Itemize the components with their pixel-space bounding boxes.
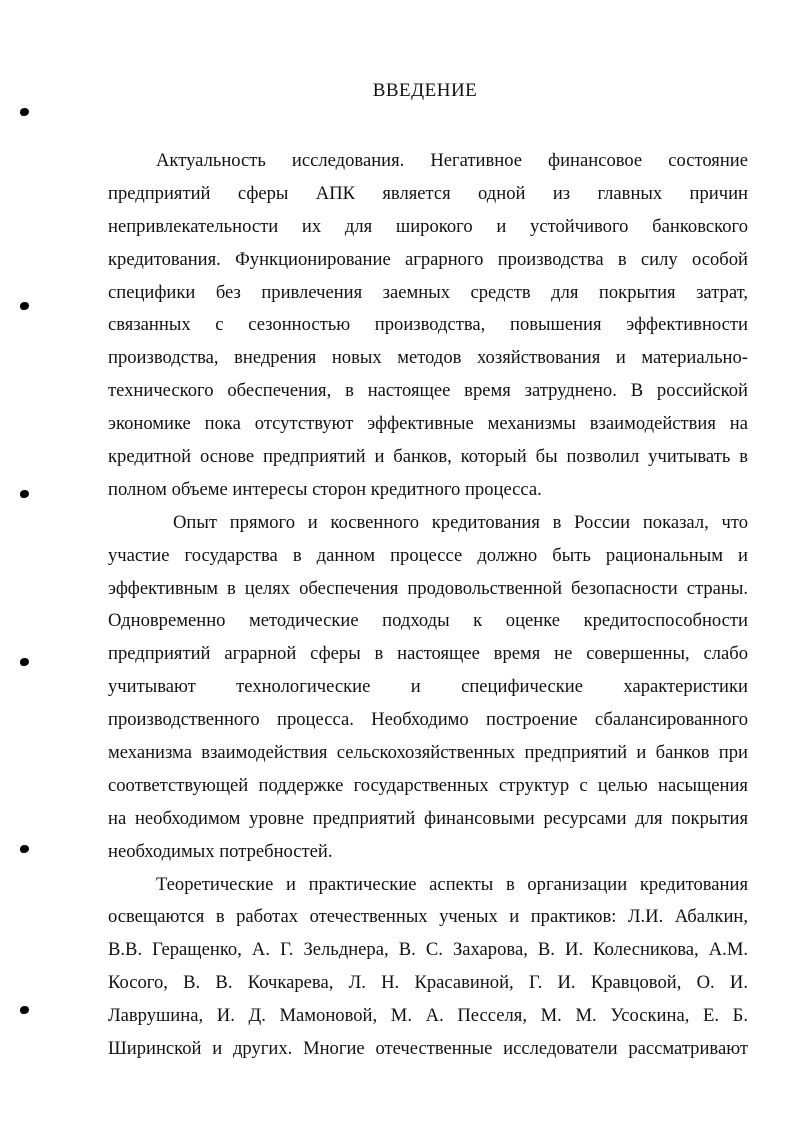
text-line: предприятий сферы АПК является одной из главных причин (108, 182, 748, 204)
text-line: кредитной основе предприятий и банков, который бы позволил учитывать в (108, 446, 748, 468)
text-line: учитывают технологические и специфические характеристики (108, 676, 748, 698)
binding-mark (20, 658, 29, 666)
text-line: Актуальность исследования. Негативное финансовое состояние (156, 150, 748, 171)
text-line: эффективным в целях обеспечения продовольственной безопасности страны. (108, 577, 748, 599)
text-line: производственного процесса. Необходимо построение сбалансированного (108, 709, 748, 731)
text-line: экономике пока отсутствуют эффективные механизмы взаимодействия на (108, 413, 748, 435)
text-line: предприятий аграрной сферы в настоящее время не совершенны, слабо (108, 643, 748, 665)
binding-mark (20, 845, 29, 853)
text-line: Косого, В. В. Кочкарева, Л. Н. Красавиной, Г. И. Кравцовой, О. И. (108, 972, 748, 994)
text-line: кредитования. Функционирование аграрного производства в силу особой (108, 248, 748, 270)
text-line: необходимых потребностей. (108, 840, 333, 862)
binding-mark (20, 108, 29, 116)
binding-mark (20, 302, 29, 310)
text-line: Одновременно методические подходы к оценке кредитоспособности (108, 610, 748, 632)
binding-mark (20, 1006, 29, 1014)
text-line: на необходимом уровне предприятий финансовыми ресурсами для покрытия (108, 807, 748, 829)
text-line: производства, внедрения новых методов хозяйствования и материально- (108, 347, 748, 369)
text-line: Ширинской и других. Многие отечественные исследователи рассматривают (108, 1038, 748, 1060)
text-line: непривлекательности их для широкого и устойчивого банковского (108, 215, 748, 237)
text-line: участие государства в данном процессе должно быть рациональным и (108, 544, 748, 566)
text-line: технического обеспечения, в настоящее время затруднено. В российской (108, 380, 748, 402)
page-title: ВВЕДЕНИЕ (372, 80, 478, 101)
text-line: связанных с сезонностью производства, повышения эффективности (108, 314, 748, 336)
text-line: В.В. Геращенко, А. Г. Зельднера, В. С. Захарова, В. И. Колесникова, А.М. (108, 939, 748, 961)
body-text (108, 145, 748, 1066)
text-line: Лаврушина, И. Д. Мамоновой, М. А. Песселя, М. М. Усоскина, Е. Б. (108, 1005, 748, 1027)
text-line: освещаются в работах отечественных ученых и практиков: Л.И. Абалкин, (108, 906, 748, 928)
text-line: механизма взаимодействия сельскохозяйственных предприятий и банков при (108, 742, 748, 764)
binding-mark (20, 490, 29, 498)
text-line: Опыт прямого и косвенного кредитования в России показал, что (173, 511, 748, 533)
text-line: соответствующей поддержке государственных структур с целью насыщения (108, 774, 748, 796)
text-line: специфики без привлечения заемных средств для покрытия затрат, (108, 281, 748, 303)
text-line: Теоретические и практические аспекты в организации кредитования (156, 873, 748, 895)
text-line: полном объеме интересы сторон кредитного процесса. (108, 478, 542, 500)
